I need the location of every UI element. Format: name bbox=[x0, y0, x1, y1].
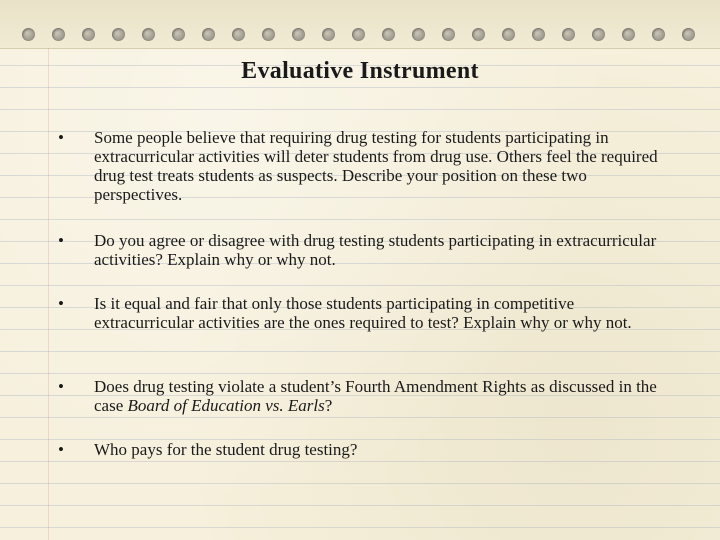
bullet-item bbox=[58, 231, 678, 269]
bullet-item bbox=[58, 440, 678, 459]
bullet-marker: • bbox=[58, 294, 64, 313]
punch-hole bbox=[142, 28, 155, 41]
punch-hole bbox=[472, 28, 485, 41]
bullet-item bbox=[58, 377, 678, 415]
bullet-text-before: Does drug testing violate a student’s Fourth Amendment Rights as discussed in the case bbox=[94, 377, 657, 415]
punch-hole bbox=[232, 28, 245, 41]
punch-hole bbox=[382, 28, 395, 41]
bullet-marker: • bbox=[58, 440, 64, 459]
punch-hole bbox=[52, 28, 65, 41]
punch-hole bbox=[322, 28, 335, 41]
punch-hole bbox=[502, 28, 515, 41]
punch-hole bbox=[172, 28, 185, 41]
notebook-binding-strip bbox=[0, 0, 720, 49]
punch-hole bbox=[82, 28, 95, 41]
case-name: Board of Education vs. Earls bbox=[127, 396, 325, 415]
bullet-text: Do you agree or disagree with drug testing students participating in extracurricular activities? Explain why or why not. bbox=[94, 231, 657, 269]
punch-hole bbox=[412, 28, 425, 41]
punch-hole bbox=[112, 28, 125, 41]
bullet-text: Who pays for the student drug testing? bbox=[94, 440, 358, 459]
bullet-marker: • bbox=[58, 231, 64, 250]
slide-title-text: Evaluative Instrument bbox=[241, 58, 479, 84]
punch-hole bbox=[22, 28, 35, 41]
bullet-text: Some people believe that requiring drug testing for students participating in extracurricular activities will deter students from drug use. Others feel the required drug test treats students as suspects. Describe your position on these two perspectives. bbox=[94, 128, 658, 204]
punch-hole bbox=[592, 28, 605, 41]
bullet-text-after: ? bbox=[324, 396, 333, 415]
punch-holes bbox=[22, 28, 702, 46]
bullet-item bbox=[58, 294, 678, 332]
bullet-marker: • bbox=[58, 128, 64, 147]
punch-hole bbox=[622, 28, 635, 41]
punch-hole bbox=[682, 28, 695, 41]
punch-hole bbox=[562, 28, 575, 41]
punch-hole bbox=[202, 28, 215, 41]
punch-hole bbox=[262, 28, 275, 41]
punch-hole bbox=[292, 28, 305, 41]
bullet-marker: • bbox=[58, 377, 64, 396]
margin-line bbox=[48, 48, 49, 540]
punch-hole bbox=[532, 28, 545, 41]
slide-title bbox=[0, 58, 720, 85]
punch-hole bbox=[652, 28, 665, 41]
bullet-text: Is it equal and fair that only those students participating in competitive extracurricular activities are the ones required to test? Explain why or why not. bbox=[94, 294, 632, 332]
punch-hole bbox=[352, 28, 365, 41]
bullet-item bbox=[58, 128, 678, 204]
bullet-text bbox=[94, 377, 678, 415]
punch-hole bbox=[442, 28, 455, 41]
